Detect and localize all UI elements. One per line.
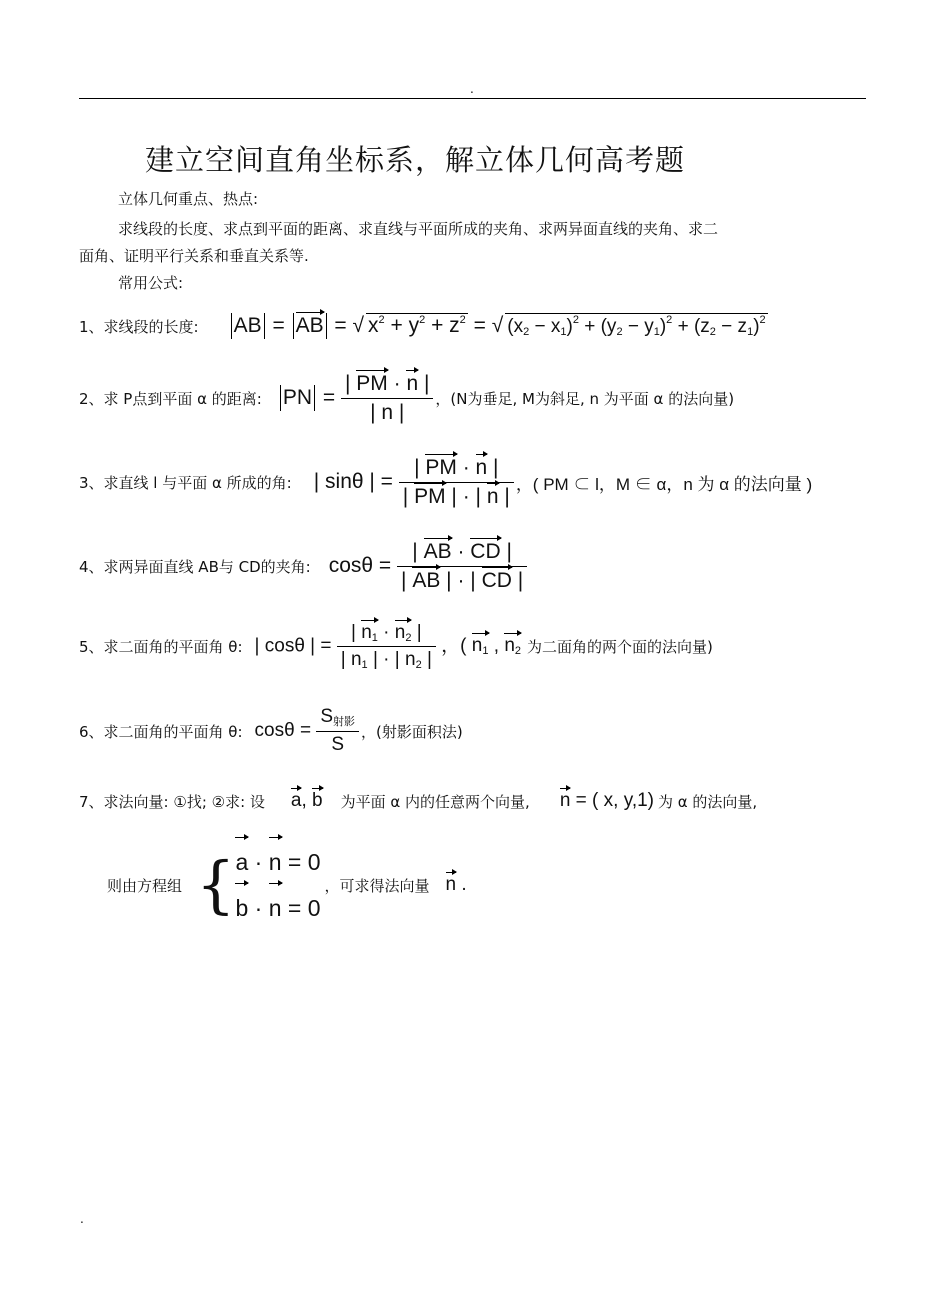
left-brace: {: [196, 848, 236, 921]
formula-6-label: 6、求二面角的平面角 θ:: [79, 722, 243, 741]
formula-4-label: 4、求两异面直线 AB与 CD的夹角:: [79, 557, 311, 576]
formula-3-label: 3、求直线 l 与平面 α 所成的角:: [79, 473, 292, 492]
formula-2-note: ，(N为垂足, M为斜足, n 为平面 α 的法向量): [435, 389, 735, 408]
formula-3-math: | sinθ | = $\frac{| PM \cdot n |}{| PM | \cdot | n |}$: [314, 456, 514, 509]
footer-dot: .: [80, 1212, 84, 1226]
equation-system-label: 则由方程组: [107, 876, 183, 895]
formula-5-math: | cosθ | = $\frac{| n_1 \cdot n_2 |}{| n_1 | \cdot | n_2 |}$ ，( $n_1$ , $n_2$: [254, 621, 522, 671]
header-rule: [79, 98, 866, 99]
equation-system: [107, 840, 467, 930]
formula-6-math: cosθ = $\frac{S_{射影}}{S}$: [255, 706, 359, 756]
formula-1-label: 1、求线段的长度:: [79, 317, 199, 336]
formula-7-note-2: 为 α 的法向量,: [658, 792, 758, 811]
formula-2: [79, 358, 734, 438]
formula-7: [79, 784, 757, 818]
formula-7-label: 7、求法向量: ①找; ②求: 设: [79, 792, 265, 811]
header-dot: .: [470, 82, 474, 96]
formula-5-label: 5、求二面角的平面角 θ:: [79, 637, 243, 656]
normal-vector-n: n .: [445, 874, 467, 895]
intro-line-4: 常用公式:: [118, 274, 184, 292]
equation-system-note: ，可求得法向量: [324, 876, 430, 895]
equation-lines: a · n = 0 b · n = 0: [235, 839, 320, 931]
intro-line-3: 面角、证明平行关系和垂直关系等.: [79, 247, 309, 265]
formula-2-label: 2、求 P点到平面 α 的距离:: [79, 389, 262, 408]
intro-line-2: 求线段的长度、求点到平面的距离、求直线与平面所成的夹角、求两异面直线的夹角、求二: [118, 220, 719, 238]
page-title: 建立空间直角坐标系，解立体几何高考题: [145, 143, 686, 177]
intro-line-1: 立体几何重点、热点:: [118, 190, 259, 208]
formula-7-vectors: a, b: [290, 790, 323, 811]
formula-7-note-1: 为平面 α 内的任意两个向量,: [340, 792, 530, 811]
formula-1-math: AB = AB = √ $x^2 + y^2 + z^2$ = √ $(x_2 - x_1)^2 + (y_2 - y_1)^2 + (z_2 - z_1)^2$: [229, 313, 768, 339]
formula-4-math: cosθ = $\frac{| AB \cdot CD |}{| AB | \cdot | CD |}$: [329, 540, 528, 593]
formula-6-subscript: 射影: [333, 716, 356, 728]
formula-3-note: ，( PM ⊂ l，M ∈ α，n 为 α 的法向量 ): [515, 474, 813, 494]
formula-1: [79, 306, 768, 346]
formula-4: [79, 526, 527, 606]
formula-7-normal: n = ( x, y,1): [559, 790, 654, 811]
formula-3: [79, 442, 812, 522]
formula-5-note: 为二面角的两个面的法向量): [527, 637, 713, 656]
formula-2-math: PN = $\frac{| PM \cdot n |}{| n |}$: [278, 372, 434, 425]
formula-6-note: ，(射影面积法): [361, 722, 463, 741]
formula-5: [79, 606, 713, 686]
formula-6: [79, 698, 463, 764]
